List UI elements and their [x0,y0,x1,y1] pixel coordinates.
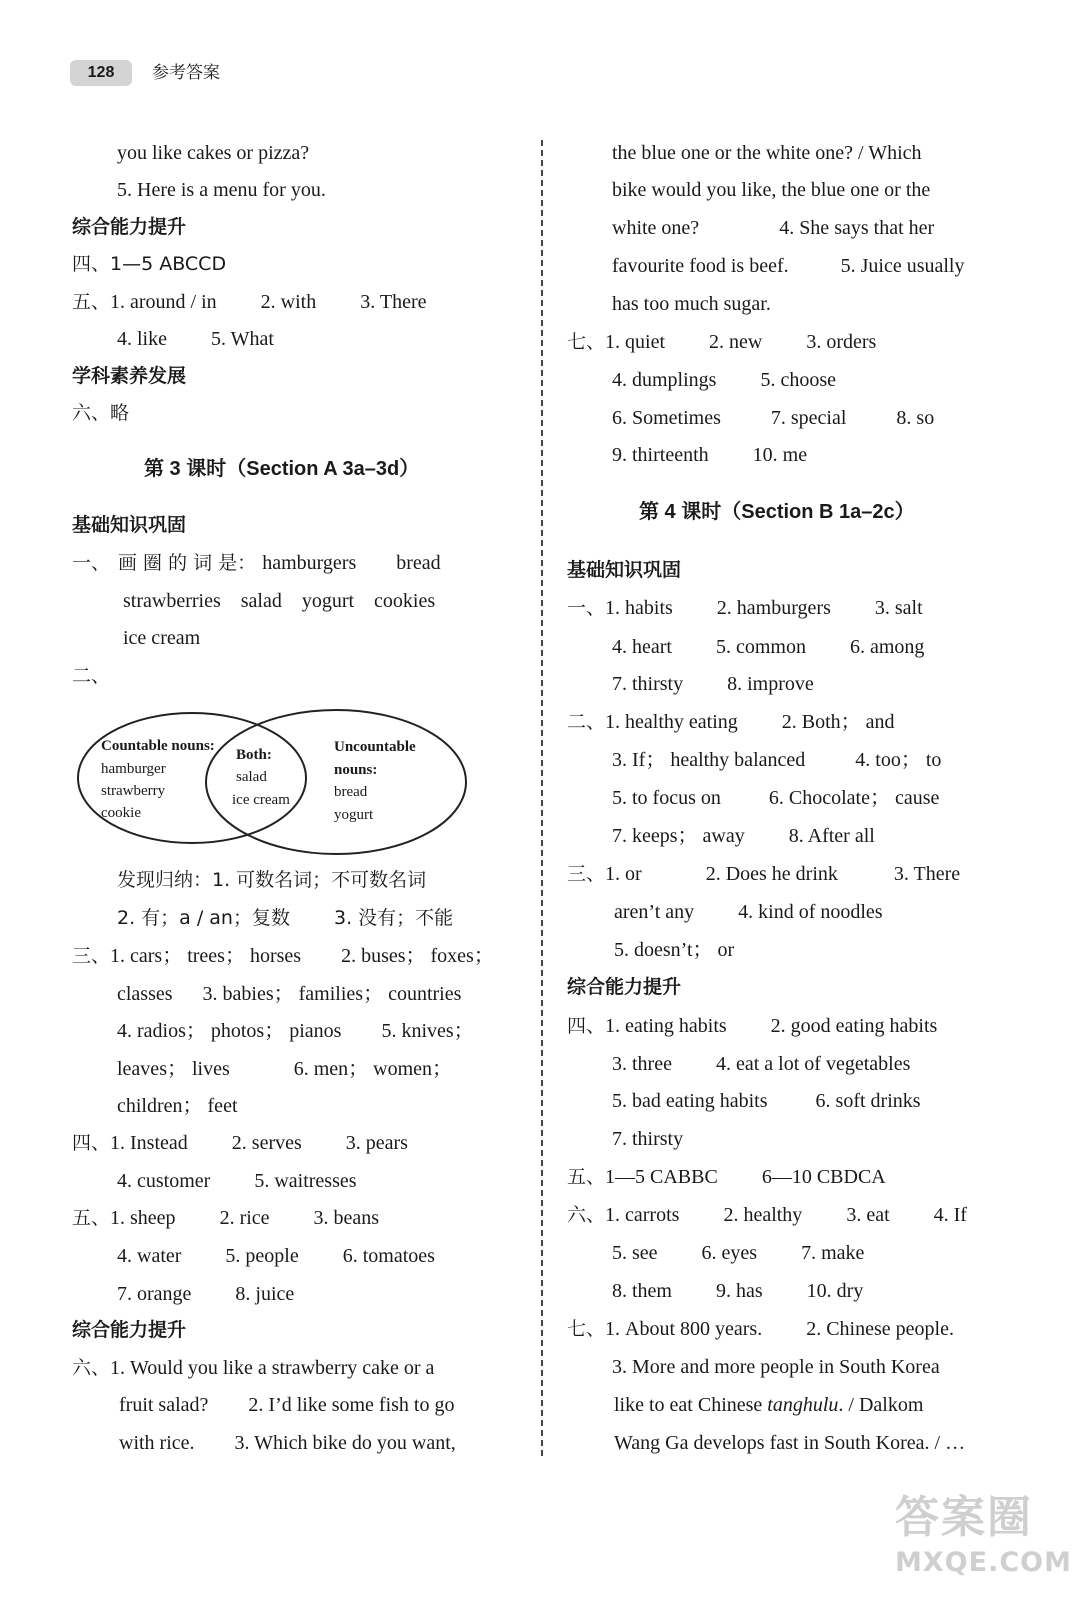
answer-item: 2. Both； and [781,711,895,733]
answer-line [612,367,836,393]
answer-item: 3. babies； families； countries [202,983,462,1005]
answer-line: 5. Here is a menu for you. [117,179,326,201]
answer-item: 5. Juice usually [840,255,965,277]
answer-item: cookies [374,590,436,612]
answer-item: 8. them [612,1280,672,1302]
answer-item: 2. serves [231,1132,302,1154]
answer-item: 3. pears [345,1132,408,1154]
answer-line [567,1202,967,1228]
answer-item: 2. I’d like some fish to go [248,1394,455,1416]
answer-item: 3. eat [846,1204,890,1226]
answer-text: 画 圈 的 词 是： [118,552,257,574]
answer-line [72,943,494,969]
answer-item: 3. Which bike do you want, [234,1432,456,1454]
answer-item: 5. waitresses [254,1170,357,1192]
answer-line [612,1051,910,1077]
answer-item: strawberries [123,590,221,612]
answer-item: 1. or [605,863,642,885]
answer-line: you like cakes or pizza? [117,142,310,164]
answer-item: 4. She says that her [779,217,935,239]
answer-item: fruit salad? [119,1394,209,1416]
answer-item: 2. good eating habits [770,1015,938,1037]
question-number: 二、 [567,711,606,733]
answer-text: 四、1—5 ABCCD [72,253,227,275]
question-number: 五、 [567,1166,606,1188]
answer-item: 3. salt [874,597,923,619]
answer-line [614,899,883,925]
answer-item: 10. me [752,444,808,466]
answer-line [117,981,461,1007]
section-heading: 综合能力提升 [72,216,187,238]
answer-item: 4. eat a lot of vegetables [715,1053,911,1075]
answer-line [72,400,129,426]
answer-text: 六、略 [72,402,130,424]
answer-item: 1. around / in [110,291,217,313]
answer-item: 4. radios； photos； pianos [117,1020,342,1042]
question-number: 一、 [567,597,606,619]
answer-item: 7. special [770,407,847,429]
answer-item: 1. eating habits [605,1015,727,1037]
answer-item: 6. among [849,636,925,658]
answer-item: like to eat Chinese [614,1394,768,1416]
question-number: 七、 [567,1318,606,1340]
answer-line [117,1168,357,1194]
lesson-title: 第 3 课时（Section A 3a–3d） [144,458,420,480]
answer-item: salad [240,590,282,612]
answer-item: 3. three [612,1053,672,1075]
answer-item: 1. cars； trees； horses [110,945,302,967]
answer-line [612,405,934,431]
answer-line: 5. doesn’t； or [614,939,735,961]
answer-item: 5. choose [760,369,836,391]
answer-item: 7. orange [117,1283,192,1305]
answer-item: 1. About 800 years. [605,1318,763,1340]
answer-line: Wang Ga develops fast in South Korea. / … [614,1432,966,1454]
answer-line [117,867,426,893]
venn-right-item: bread [334,784,368,800]
answer-item: 4. water [117,1245,182,1267]
answer-item: . / Dalkom [838,1394,924,1416]
answer-item: 2. buses； foxes； [341,945,494,967]
question-number: 六、 [567,1204,606,1226]
answer-text: 3. 没有；不能 [333,907,454,929]
answer-line: the blue one or the white one? / Which [612,142,922,164]
question-number: 七、 [567,331,606,353]
answer-item: 4. dumplings [612,369,717,391]
answer-item: 6—10 CBDCA [761,1166,886,1188]
question-number: 二、 [72,665,111,687]
answer-line [117,326,274,352]
venn-left-title: Countable nouns: [101,738,215,754]
question-number: 三、 [72,945,111,967]
answer-line [72,1205,379,1231]
answer-line [567,1164,886,1190]
answer-item: 4. If [933,1204,967,1226]
answer-item: 4. customer [117,1170,211,1192]
answer-item: 4. kind of noodles [738,901,883,923]
lesson-title: 第 4 课时（Section B 1a–2c） [639,501,915,523]
answer-item: 2. Chinese people. [806,1318,954,1340]
answer-item: 7. thirsty [612,673,684,695]
answer-item: 6. soft drinks [815,1090,921,1112]
venn-mid-item: ice cream [232,792,290,808]
answer-item: favourite food is beef. [612,255,789,277]
answer-line [72,663,110,689]
answer-item: 1. sheep [110,1207,176,1229]
question-number: 一、 [72,552,111,574]
answer-line: 7. thirsty [612,1128,684,1150]
answer-item: 3. orders [806,331,877,353]
answer-item: 2. healthy [723,1204,803,1226]
answer-item: 10. dry [806,1280,864,1302]
answer-item: 3. There [360,291,427,313]
answer-item: hamburgers [262,552,357,574]
question-number: 四、 [72,1132,111,1154]
answer-line [567,1013,937,1039]
answer-item: 6. Chocolate； cause [768,787,940,809]
section-heading: 学科素养发展 [72,365,187,387]
section-heading: 综合能力提升 [567,976,682,998]
answer-item: 7. make [801,1242,865,1264]
answer-line [612,823,875,849]
answer-item: 2. Does he drink [705,863,838,885]
venn-right-title: Uncountable [334,739,416,755]
answer-item: with rice. [119,1432,195,1454]
answer-line [612,785,939,811]
answer-item: 1. quiet [605,331,666,353]
answer-item: 1—5 CABBC [605,1166,718,1188]
answer-item: 5. What [211,328,274,350]
answer-item: 1. Instead [110,1132,188,1154]
right-column [548,0,1091,1600]
section-heading: 基础知识巩固 [72,514,187,536]
answer-item: 2. rice [219,1207,270,1229]
answer-item: 1. healthy eating [605,711,738,733]
watermark-logo [895,1490,1075,1600]
answer-item: 8. so [896,407,935,429]
answer-line [117,905,453,931]
answer-line [612,671,814,697]
answer-line [117,1056,452,1082]
watermark-url: MXQE.COM [895,1547,1072,1578]
answer-item: 6. Sometimes [612,407,721,429]
answer-item: classes [117,983,173,1005]
question-number: 四、 [567,1015,606,1037]
answer-line [612,634,924,660]
answer-text: 2. 有；a / an；复数 [117,907,290,929]
answer-item-italic: tanghulu [767,1394,839,1416]
answer-line: bike would you like, the blue one or the [612,179,931,201]
answer-line [612,215,934,241]
answer-line [72,251,226,277]
answer-item: 5. knives； [381,1020,474,1042]
answer-line [117,1281,294,1307]
answer-item: 5. common [715,636,806,658]
countable-ellipse [78,713,306,843]
answer-line [72,550,441,576]
venn-left-item: strawberry [101,783,166,799]
venn-diagram [72,706,472,856]
answer-line [567,1316,954,1342]
answer-item: 1. Would you like a strawberry cake or a [110,1357,435,1379]
answer-line [72,1355,434,1381]
answer-item: 2. with [260,291,317,313]
answer-line [612,442,807,468]
answer-line [119,1392,455,1418]
answer-item: 5. people [225,1245,299,1267]
venn-mid-title: Both: [236,747,272,763]
page-number: 128 [70,60,132,86]
answer-line [612,1240,864,1266]
question-number: 五、 [72,1207,111,1229]
answer-line [117,1243,435,1269]
answer-item: 3. There [893,863,961,885]
answer-item: 3. If； healthy balanced [612,749,806,771]
answer-item: 4. heart [612,636,672,658]
answer-item: 4. too； to [855,749,942,771]
question-number: 五、 [72,291,111,313]
answer-line: 3. More and more people in South Korea [612,1356,940,1378]
answer-item: 6. tomatoes [342,1245,435,1267]
answer-item: bread [396,552,441,574]
answer-line [567,709,895,735]
answer-line [117,1018,474,1044]
answer-line [567,595,923,621]
venn-left-item: hamburger [101,761,166,777]
answer-item: 7. keeps； away [612,825,745,847]
answer-item: 1. carrots [605,1204,680,1226]
page-header-title: 参考答案 [152,63,220,83]
answer-item: 5. bad eating habits [612,1090,768,1112]
answer-line [612,1278,863,1304]
answer-item: 5. to focus on [612,787,721,809]
venn-left-item: cookie [101,805,141,821]
answer-line [72,1130,408,1156]
venn-mid-item: salad [236,769,267,785]
column-divider [541,140,543,1456]
answer-line [567,329,876,355]
answer-item: white one? [612,217,700,239]
section-heading: 综合能力提升 [72,1319,187,1341]
question-number: 三、 [567,863,606,885]
venn-right-title: nouns: [334,762,378,778]
answer-item: 3. beans [313,1207,380,1229]
question-number: 六、 [72,1357,111,1379]
left-column [0,0,540,1600]
answer-item: 8. After all [788,825,875,847]
answer-text: 发现归纳：1. 可数名词；不可数名词 [117,869,427,891]
answer-line [614,1392,923,1418]
answer-item: 8. juice [235,1283,295,1305]
watermark-text: 答案圈 [895,1492,1033,1543]
answer-item: 1. habits [605,597,673,619]
answer-item: 6. men； women； [293,1058,453,1080]
answer-line: children； feet [117,1095,238,1117]
answer-line: has too much sugar. [612,293,771,315]
answer-item: 5. see [612,1242,658,1264]
answer-item: leaves； lives [117,1058,230,1080]
answer-item: 4. like [117,328,167,350]
answer-line [567,861,960,887]
answer-item: 9. thirteenth [612,444,709,466]
answer-item: 8. improve [727,673,814,695]
answer-item: 9. has [716,1280,763,1302]
answer-line [612,747,941,773]
answer-line [123,588,435,614]
answer-line [119,1430,456,1456]
answer-item: 2. new [709,331,763,353]
answer-item: yogurt [301,590,355,612]
section-heading: 基础知识巩固 [567,559,682,581]
answer-line [612,1088,921,1114]
answer-line [612,253,964,279]
answer-item: 6. eyes [701,1242,758,1264]
answer-line [72,289,427,315]
answer-item: aren’t any [614,901,695,923]
answer-item: 2. hamburgers [716,597,831,619]
venn-right-item: yogurt [334,807,374,823]
answer-line: ice cream [123,627,201,649]
